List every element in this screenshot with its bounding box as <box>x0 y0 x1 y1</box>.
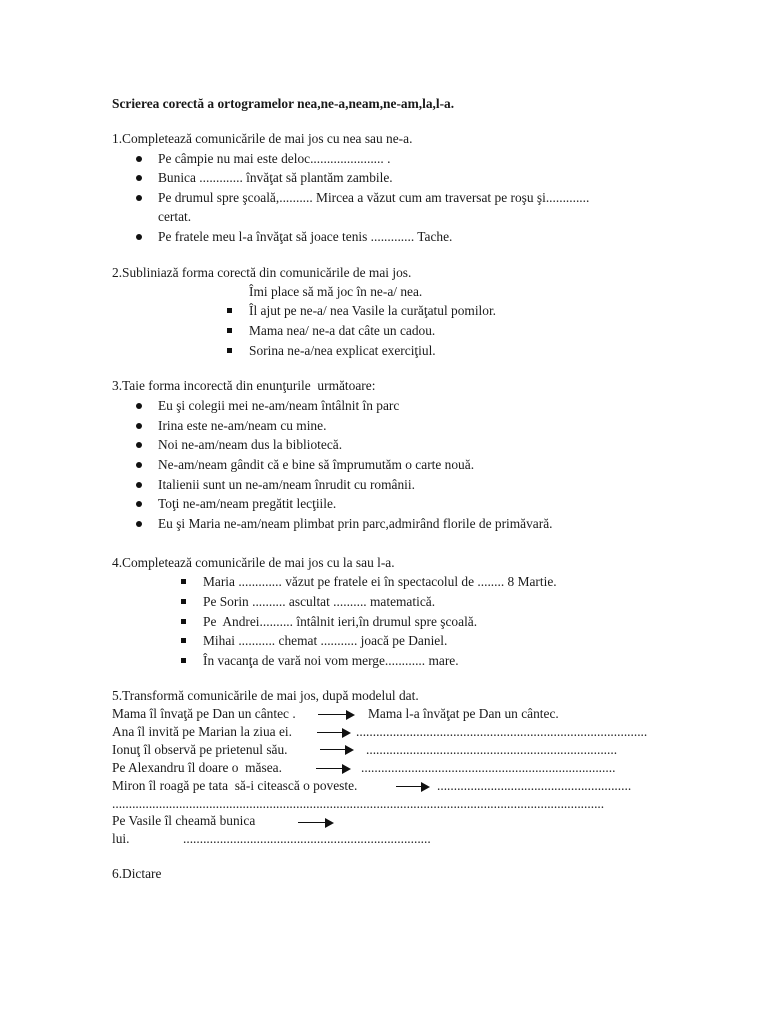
right-arrow-icon <box>298 818 334 828</box>
bullet-square-icon <box>227 348 232 353</box>
ex1-item: Pe câmpie nu mai este deloc...................... . <box>158 151 391 166</box>
bullet-disc-icon <box>136 234 142 240</box>
ex4-item: Maria ............. văzut pe fratele ei în spectacolul de ........ 8 Martie. <box>203 574 557 589</box>
right-arrow-icon <box>318 710 355 720</box>
ex4-item: Pe Sorin .......... ascultat .......... matematică. <box>203 594 436 609</box>
ex2-item: Îl ajut pe ne-a/ nea Vasile la curăţatul pomilor. <box>249 303 497 318</box>
ex5-row-answer: ....................................................................................... <box>356 724 648 739</box>
ex5-model-right: Mama l-a învăţat pe Dan un cântec. <box>368 706 559 721</box>
bullet-disc-icon <box>136 195 142 201</box>
ex5-last-left: Pe Vasile îl cheamă bunica <box>112 813 256 828</box>
ex5-row-answer: ........................................................................... <box>366 742 618 757</box>
bullet-square-icon <box>227 328 232 333</box>
ex3-item: Irina este ne-am/neam cu mine. <box>158 418 327 433</box>
bullet-square-icon <box>181 599 186 604</box>
worksheet-title: Scrierea corectă a ortogramelor nea,ne-a,neam,ne-am,la,l-a. <box>112 96 455 111</box>
ex1-item: Pe drumul spre şcoală,.......... Mircea a văzut cum am traversat pe roşu şi............. <box>158 190 590 205</box>
right-arrow-icon <box>316 764 351 774</box>
ex5-last-answer: .......................................................................... <box>183 831 431 846</box>
ex2-item: Sorina ne-a/nea explicat exerciţiul. <box>249 343 436 358</box>
ex5-row-answer: .......................................................... <box>437 778 632 793</box>
bullet-disc-icon <box>136 482 142 488</box>
ex3-item: Noi ne-am/neam dus la bibliotecă. <box>158 437 343 452</box>
ex6-heading: 6.Dictare <box>112 866 162 881</box>
ex4-heading: 4.Completează comunicările de mai jos cu la sau l-a. <box>112 555 395 570</box>
bullet-disc-icon <box>136 156 142 162</box>
ex3-item: Eu şi colegii mei ne-am/neam întâlnit în parc <box>158 398 400 413</box>
ex2-item: Mama nea/ ne-a dat câte un cadou. <box>249 323 436 338</box>
ex1-item-continuation: certat. <box>158 209 192 224</box>
right-arrow-icon <box>396 782 430 792</box>
bullet-disc-icon <box>136 501 142 507</box>
bullet-square-icon <box>181 658 186 663</box>
ex3-item: Ne-am/neam gândit că e bine să împrumutăm o carte nouă. <box>158 457 475 472</box>
ex3-item: Toţi ne-am/neam pregătit lecţiile. <box>158 496 337 511</box>
bullet-square-icon <box>181 638 186 643</box>
ex3-heading: 3.Taie forma incorectă din enunţurile următoare: <box>112 378 376 393</box>
bullet-disc-icon <box>136 175 142 181</box>
ex5-row-left: Pe Alexandru îl doare o măsea. <box>112 760 282 775</box>
ex5-row-answer: ............................................................................ <box>361 760 616 775</box>
ex1-item: Pe fratele meu l-a învăţat să joace tenis ............. Tache. <box>158 229 453 244</box>
bullet-square-icon <box>227 308 232 313</box>
bullet-disc-icon <box>136 462 142 468</box>
bullet-square-icon <box>181 579 186 584</box>
bullet-disc-icon <box>136 403 142 409</box>
ex5-heading: 5.Transformă comunicările de mai jos, după modelul dat. <box>112 688 419 703</box>
ex4-item: Pe Andrei.......... întâlnit ieri,în drumul spre şcoală. <box>203 614 478 629</box>
bullet-disc-icon <box>136 442 142 448</box>
bullet-square-icon <box>181 619 186 624</box>
ex2-intro: Îmi place să mă joc în ne-a/ nea. <box>249 284 423 299</box>
right-arrow-icon <box>317 728 351 738</box>
ex5-model-left: Mama îl învaţă pe Dan un cântec . <box>112 706 296 721</box>
ex5-answer-line: ................................................................................................................................................... <box>112 796 605 811</box>
ex5-row-left: Ana îl invită pe Marian la ziua ei. <box>112 724 292 739</box>
right-arrow-icon <box>320 745 354 755</box>
ex1-item: Bunica ............. învăţat să plantăm zambile. <box>158 170 393 185</box>
ex5-row-left: Ionuţ îl observă pe prietenul său. <box>112 742 288 757</box>
ex5-last-left-cont: lui. <box>112 831 130 846</box>
bullet-disc-icon <box>136 521 142 527</box>
ex1-heading: 1.Completează comunicările de mai jos cu nea sau ne-a. <box>112 131 413 146</box>
bullet-disc-icon <box>136 423 142 429</box>
ex4-item: În vacanţa de vară noi vom merge............ mare. <box>203 653 459 668</box>
ex3-item: Italienii sunt un ne-am/neam înrudit cu românii. <box>158 477 415 492</box>
ex4-item: Mihai ........... chemat ........... joacă pe Daniel. <box>203 633 448 648</box>
ex2-heading: 2.Subliniază forma corectă din comunicările de mai jos. <box>112 265 412 280</box>
ex5-row-left: Miron îl roagă pe tata să-i citească o poveste. <box>112 778 358 793</box>
ex3-item: Eu şi Maria ne-am/neam plimbat prin parc,admirând florile de primăvară. <box>158 516 553 531</box>
